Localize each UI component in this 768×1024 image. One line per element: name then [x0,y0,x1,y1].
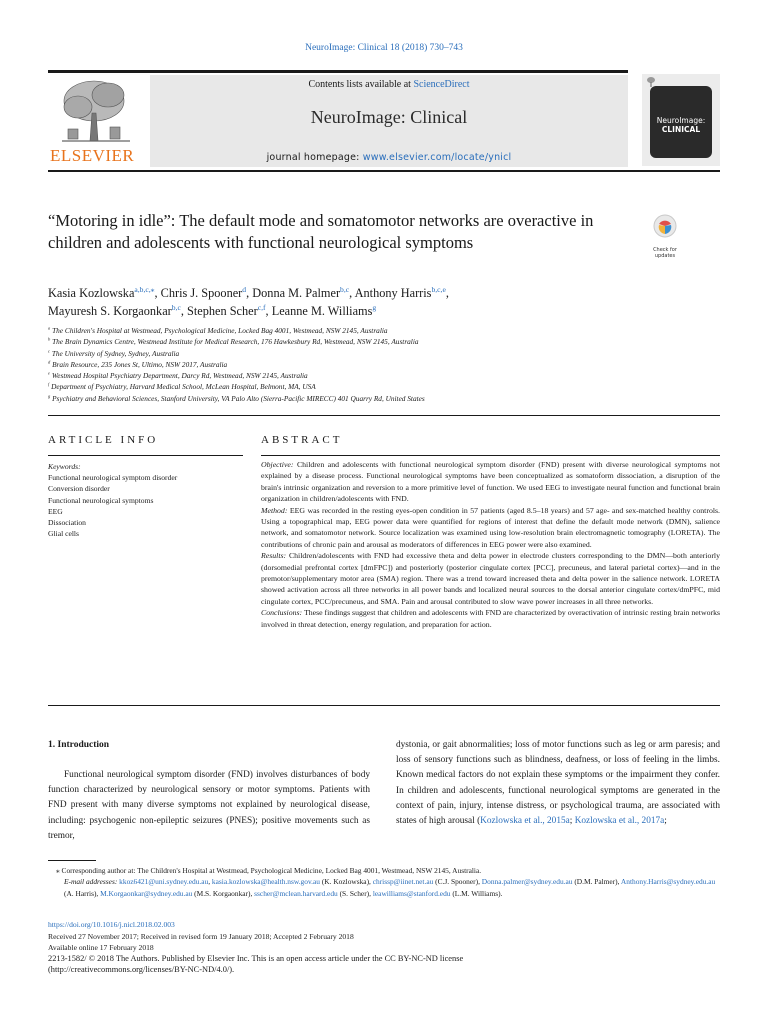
email-owner: (L.M. Williams). [450,888,503,898]
author-separator: , [180,304,187,318]
cover-title-line1: NeuroImage: [656,116,706,125]
email-owner: (K. Kozlowska), [319,877,373,887]
crossmark-label-line1: Check for [653,247,677,253]
affiliation-item [48,381,688,392]
article-info-rule [48,455,243,456]
author-separator: , [265,304,272,318]
author-separator: , [445,286,449,300]
affiliation-text: Department of Psychiatry, Harvard Medical School, McLean Hospital, Belmont, MA, USA [51,382,316,392]
contents-availability-line [150,79,628,90]
email-owner: (A. Harris), [64,888,101,898]
intro-right-text: dystonia, or gait abnormalities; loss of motor functions such as leg or arm paresis; and loss of sensory functions such as blindness, deafness, or loss of feeling in the limbs. Known medical factors do not explain these symptoms or the impairment they confer. In children and adolescents, functional neurological symptoms are generated in the context of pain, injury, intense distress, or psychological trauma, are associated with states of high arousal ( [396,740,720,827]
article-info-heading: ARTICLE INFO [48,434,159,446]
body-column-left: Functional neurological symptom disorder (FND) involves disturbances of body function characterized by neurological sensory or motor symptoms. Patients with FND present with many diverse symptoms not explained by neurological disease, including: psychogenic non-epileptic seizures (PNES); positive movements such as tremor, [48,770,370,841]
affiliation-text: The Brain Dynamics Centre, Westmead Institute for Medical Research, 176 Hawkesbury Rd, Westmead, NSW 2145, Australia [52,337,419,347]
keyword-item: Dissociation [48,518,86,528]
abstract-method [261,505,720,551]
author-name[interactable]: Stephen Scher [187,304,258,318]
keyword-item: Glial cells [48,529,79,539]
keyword-list [48,472,248,539]
author-affiliation-marker[interactable]: a,b,c,⁎ [134,284,155,294]
homepage-prefix: journal homepage: [266,152,363,163]
keyword-item: Functional neurological symptoms [48,495,154,505]
author-affiliation-marker[interactable]: c,f [257,302,266,312]
email-owner: (S. Scher), [337,888,373,898]
author-name[interactable]: Donna M. Palmer [252,286,341,300]
article-history [48,931,354,953]
email-link[interactable]: chrissp@iinet.net.au [372,877,434,887]
abstract-results [261,550,720,607]
author-name[interactable]: Anthony Harris [354,286,432,300]
elsevier-wordmark: ELSEVIER [50,146,135,165]
email-link[interactable]: kkoz6421@uni.sydney.edu.au [119,877,209,887]
reference-separator: ; [569,816,575,827]
body-column-right [396,738,720,829]
received-dates: Received 27 November 2017; Received in revised form 19 January 2018; Accepted 2 February 2018 [48,932,354,941]
author-affiliation-marker[interactable]: b,c [171,302,181,312]
results-label: Results: [261,551,287,561]
abstract-heading: ABSTRACT [261,434,343,446]
journal-citation[interactable]: NeuroImage: Clinical 18 (2018) 730–743 [305,43,463,53]
contents-prefix: Contents lists available at [308,79,414,90]
footnote-marker: ⁎ [56,866,60,875]
author-affiliation-marker[interactable]: d [242,284,247,294]
footnote-rule [48,860,96,861]
journal-cover-thumbnail[interactable] [642,74,720,166]
author-name[interactable]: Chris J. Spooner [160,286,243,300]
affiliation-key: a [48,325,51,331]
affiliation-key: c [48,348,51,354]
license-line-1: 2213-1582/ © 2018 The Authors. Published by Elsevier Inc. This is an open access article under the CC BY-NC-ND license [48,954,464,963]
crossmark-label [645,247,685,259]
affiliation-key: f [48,382,50,388]
affiliation-item [48,370,688,381]
abstract-conclusions [261,607,720,630]
conclusions-label: Conclusions: [261,608,303,618]
keywords-block [48,461,248,539]
reference-link[interactable]: Kozlowska et al., 2017a [574,816,665,827]
affiliation-text: The University of Sydney, Sydney, Australia [51,348,180,358]
email-separator: , [208,877,212,887]
author-name[interactable]: Kasia Kozlowska [48,286,135,300]
license-line-2: (http://creativecommons.org/licenses/BY-NC-ND/4.0/). [48,965,235,975]
affiliation-text: The Children's Hospital at Westmead, Psychological Medicine, Locked Bag 4001, Westmead, NSW 2145, Australia [52,326,388,335]
cover-title-line2: CLINICAL [661,125,701,134]
article-title: “Motoring in idle”: The default mode and somatomotor networks are overactive in children and adolescents with functional neurological symptoms [48,211,594,252]
abstract-bottom-rule [48,705,720,706]
email-link[interactable]: Donna.palmer@sydney.edu.au [481,877,573,887]
email-owner: (C.J. Spooner), [433,877,482,887]
affiliation-item [48,325,688,336]
check-for-updates-badge[interactable] [645,212,685,259]
abstract-body [261,459,720,630]
doi-link[interactable]: https://doi.org/10.1016/j.nicl.2018.02.003 [48,920,175,929]
journal-homepage-line [150,152,628,163]
abstract-rule [261,455,720,456]
abstract-objective [261,459,720,505]
objective-text: Children and adolescents with functional neurological symptom disorder (FND) present with diverse neurological symptoms not explained by a disease process. Functional neurological symptoms have been conceptualized as somatoform dissociation, a disruption of the brain's intrinsic organization and reversion to a more primitive level of function. We used EEG to investigate neural function and functional brain organization in children/adolescents with FND. [261,460,720,504]
email-link[interactable]: leawilliams@stanford.edu [372,888,451,898]
author-separator: , [349,286,355,300]
crossmark-icon [645,212,685,242]
keywords-label: Keywords: [48,462,81,471]
email-owner: (D.M. Palmer), [572,877,621,887]
cover-title [650,116,712,134]
conclusions-text: These findings suggest that children and adolescents with FND are characterized by overactivation of intrinsic resting brain networks involved in threat detection, energy regulation, and preparation for action. [261,608,720,629]
email-link[interactable]: Anthony.Harris@sydney.edu.au [620,877,716,887]
affiliation-rule [48,415,720,416]
reference-end: ; [664,816,667,827]
corresponding-author-footnote [48,865,720,899]
method-label: Method: [261,505,288,515]
corresponding-line [48,865,720,876]
reference-link[interactable]: Kozlowska et al., 2015a [480,816,570,827]
keyword-item: Conversion disorder [48,484,110,494]
author-name[interactable]: Mayuresh S. Korgaonkar [48,304,172,318]
author-list [48,284,668,320]
license-statement [48,953,608,976]
email-addresses [48,876,720,899]
affiliation-item [48,348,688,359]
sciencedirect-link[interactable]: ScienceDirect [413,79,470,90]
author-separator: , [154,286,161,300]
affiliation-item [48,359,688,370]
journal-title: NeuroImage: Clinical [310,107,468,127]
email-link[interactable]: sscher@mclean.harvard.edu [254,888,338,898]
affiliation-text: Westmead Hospital Psychiatry Department, Darcy Rd, Westmead, NSW 2145, Australia [51,371,308,381]
affiliation-list [48,325,688,404]
affiliation-key: g [48,393,51,399]
affiliation-text: Psychiatry and Behavioral Sciences, Stanford University, VA Palo Alto (Sierra-Pacific MIRECC) 401 Quarry Rd, United States [52,393,425,403]
journal-homepage-link[interactable]: www.elsevier.com/locate/ynicl [362,152,512,163]
author-affiliation-marker[interactable]: b,c,e [431,284,446,294]
method-text: EEG was recorded in the resting eyes-open condition in 57 patients (aged 8.5–18 years) and 57 age- and sex-matched healthy controls. Using a topographical map, EEG power data were quantified for regions of interest that define the default mode network (DMN), salience network, and somatomotor network. Source localization was examined using low-resolution brain electromagnetic tomography (LORETA). The contributions of chronic pain and arousal as moderators of differences in EEG power were also examined. [261,505,720,549]
header-bottom-rule [48,170,720,172]
section-heading-introduction: 1. Introduction [48,740,110,750]
keyword-item: EEG [48,506,63,516]
online-date: Available online 17 February 2018 [48,943,154,952]
results-text: Children/adolescents with FND had excessive theta and delta power in electrode clusters corresponding to the DMN—both anteriorly (dorsomedial prefrontal cortex [dmFPC]) and posteriorly (posterior cingulate cortex [PCC], precuneus, and lateral parietal cortex)—and in the premotor/supplementary motor area (SMA) region. There was a trend toward increased theta and delta power in the salience network. LORETA showed activation across all three networks in all power bands and localized neural sources to the dorsal anterior cingulate cortex/dmPFC, mid cingulate cortex, PCC/precuneus, and SMA. Pain and arousal contributed to slow wave power increases in all three networks. [261,551,720,606]
affiliation-item [48,336,688,347]
author-affiliation-marker[interactable]: g [372,302,377,312]
keyword-item: Functional neurological symptom disorder [48,473,178,483]
objective-label: Objective: [261,460,294,469]
cover-image [650,86,712,158]
affiliation-text: Brain Resource, 235 Jones St, Ultimo, NSW 2017, Australia [52,359,228,369]
crossmark-label-line2: updates [654,253,676,259]
author-separator: , [246,286,253,300]
corresponding-text: Corresponding author at: The Children's Hospital at Westmead, Psychological Medicine, Locked Bag 4001, Westmead, NSW 2145, Australia. [59,866,482,875]
email-link[interactable]: kasia.kozlowska@health.nsw.gov.au [211,877,320,887]
email-owner: (M.S. Korgaonkar), [192,888,255,898]
author-affiliation-marker[interactable]: b,c [340,284,350,294]
affiliation-key: d [48,359,51,365]
affiliation-key: b [48,336,51,342]
affiliation-item [48,393,688,404]
author-name[interactable]: Leanne M. Williams [271,304,373,318]
email-label: E-mail addresses: [64,877,118,887]
affiliation-key: e [48,370,51,376]
email-link[interactable]: M.Korgaonkar@sydney.edu.au [100,888,193,898]
